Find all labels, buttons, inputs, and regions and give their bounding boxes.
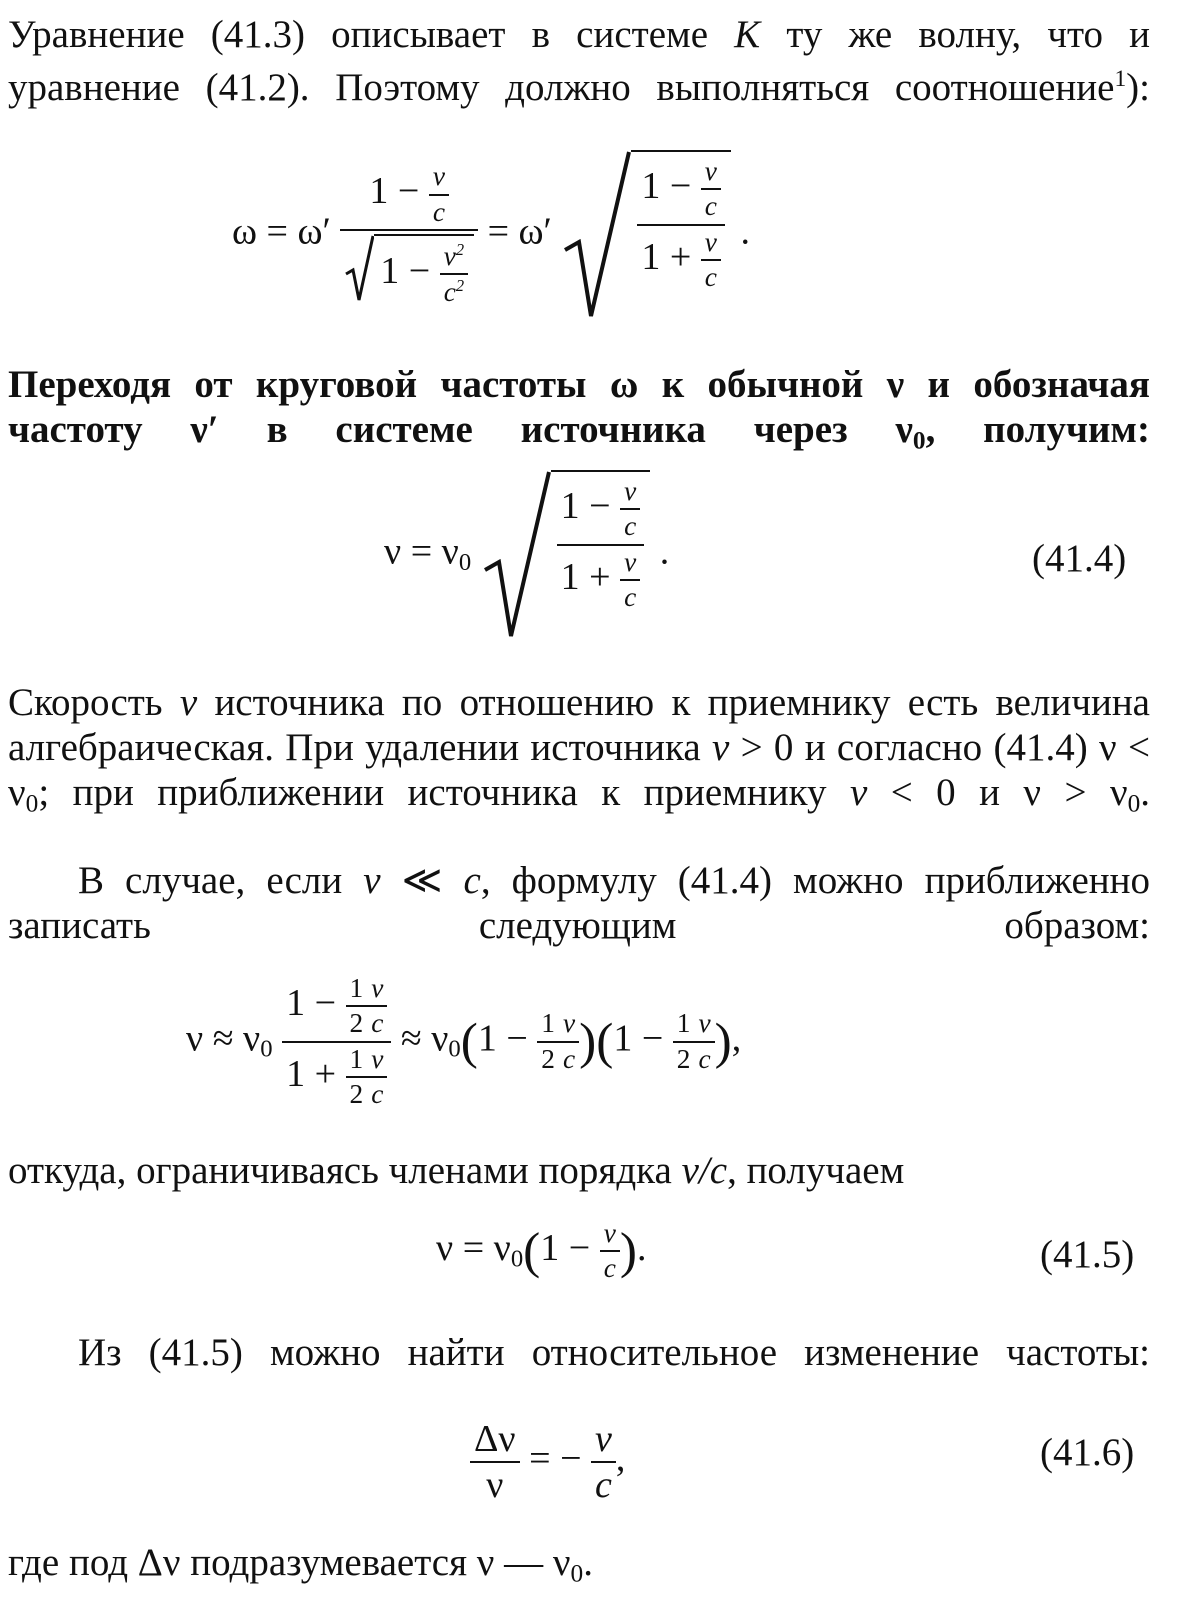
footnote-marker: 1 xyxy=(1114,66,1127,92)
sqrt: 1 − $\frac{v^2}{c^2}$ xyxy=(344,234,474,307)
equation-41-4: $\nu = \nu_0$ 1 − $\frac{v}{c}$ 1 + $\frac{v}{c}$ . xyxy=(384,470,669,640)
paragraph-3: Скорость v источника по отношению к приемнику есть величина алгебраическая. При удалении источника v > 0 и согласно (41.4) $\nu < \nu_0$; при приближении источника к приемнику v < 0 и $\nu > \nu_0$. xyxy=(8,681,1150,818)
fraction: 1 − $\frac{v}{c}$ 1 − $\frac{v^2}{c^2}$ xyxy=(340,163,478,307)
equation-41-6: $\frac{\Delta\nu}{\nu}$ = − $\frac{v}{c}$ , xyxy=(470,1420,625,1504)
equation-41-5: $\nu = \nu_0(1$ − $\frac{v}{c}$ ). xyxy=(436,1218,647,1284)
paragraph-4: В случае, если v ≪ c, формулу (41.4) можно приближенно записать следующим образом: xyxy=(8,859,1150,947)
equation-number-41-4: (41.4) xyxy=(1032,537,1127,580)
equation-approximation: $\nu \approx \nu_0$ 1 − $\frac{1}{2}$ $\frac{v}{c}$ 1 + $\frac{1}{2}$ $\frac{v}{c}$ ≈ $\nu_0(1$ − $\frac{1}{2}$ $\frac{v}{c}$ )(1 − $\frac{1}{2}$ $\frac{v}{c}$ ), xyxy=(186,973,742,1110)
paragraph-2: Переходя от круговой частоты ω к обычной ν и обозначая частоту ν′ в системе источника через $\nu_0$, получим: xyxy=(8,363,1150,455)
equation-number-41-5: (41.5) xyxy=(1040,1233,1135,1276)
sqrt: 1 − $\frac{v}{c}$ 1 + $\frac{v}{c}$ xyxy=(481,470,651,640)
sqrt: 1 − $\frac{v}{c}$ 1 + $\frac{v}{c}$ xyxy=(561,150,731,320)
paragraph-1: Уравнение (41.3) описывает в системе K ту же волну, что и уравнение (41.2). Поэтому должно выполняться соотношение$^1$): xyxy=(8,13,1150,109)
equation-omega: ω = ω′ 1 − $\frac{v}{c}$ 1 − $\frac{v^2}{c^2}$ = ω′ 1 − $\frac{v}{c}$ 1 + $\frac{v}{c}$ . xyxy=(232,150,750,320)
fraction: 1 − $\frac{1}{2}$ $\frac{v}{c}$ 1 + $\frac{1}{2}$ $\frac{v}{c}$ xyxy=(282,975,391,1108)
paragraph-6: Из (41.5) можно найти относительное изменение частоты: xyxy=(78,1331,1150,1374)
paragraph-5: откуда, ограничиваясь членами порядка v/c, получаем xyxy=(8,1149,905,1192)
paragraph-7: где под Δν подразумевается ν — $\nu_0$. xyxy=(8,1541,593,1588)
equation-number-41-6: (41.6) xyxy=(1040,1431,1135,1474)
